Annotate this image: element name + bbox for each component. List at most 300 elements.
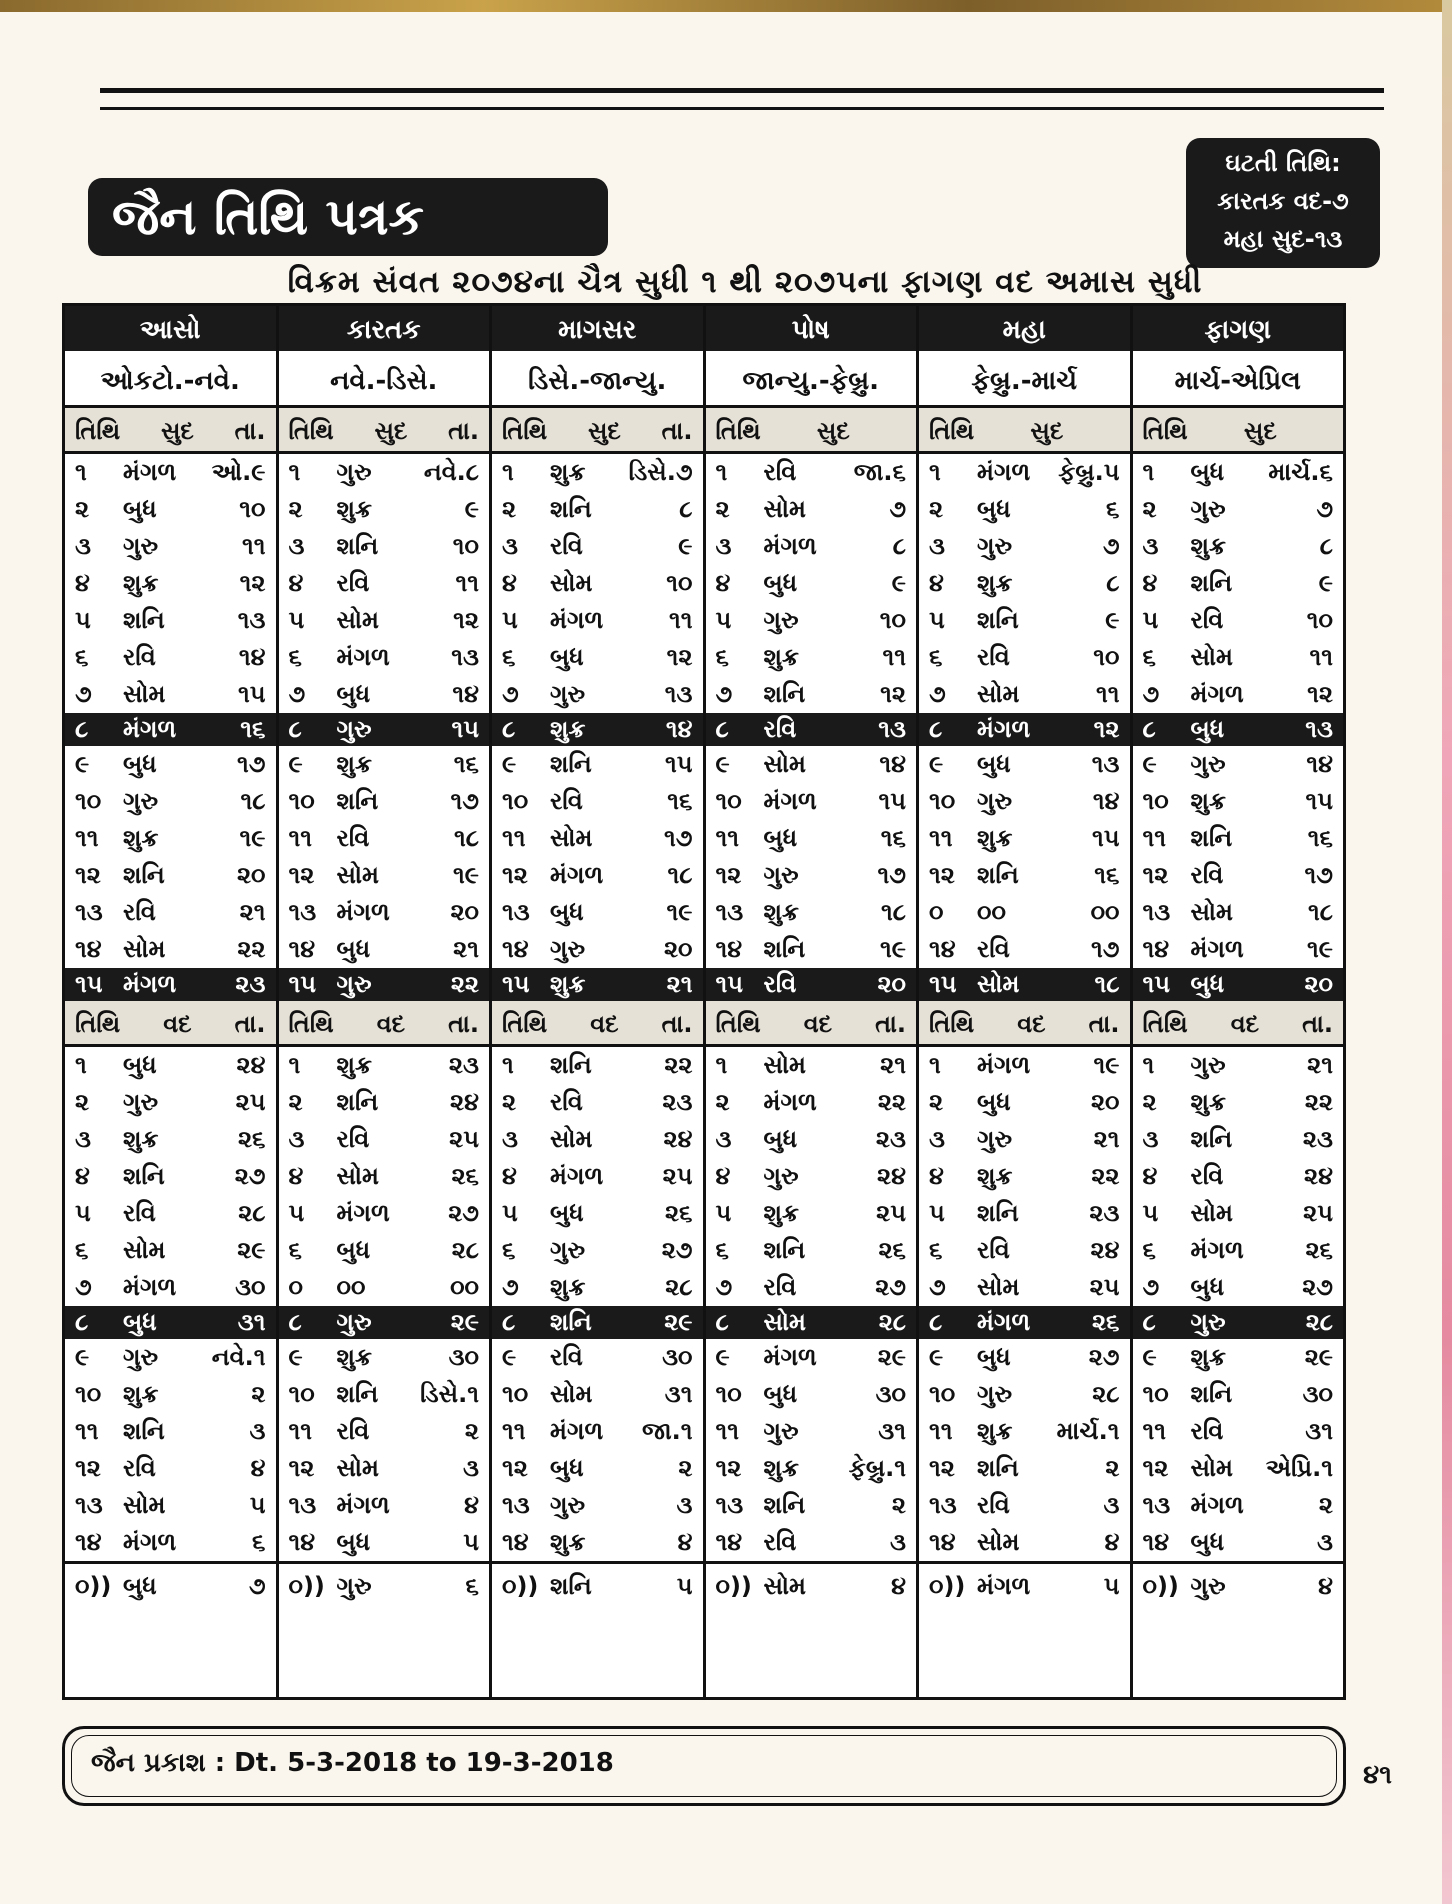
tithi-number: ૧	[502, 458, 514, 486]
date: ૩	[890, 1528, 906, 1556]
tithi-number: ૧૨	[715, 1454, 742, 1482]
weekday: સોમ	[550, 1380, 593, 1408]
date: ૨૫	[235, 1088, 266, 1116]
tithi-number: ૪	[75, 569, 90, 597]
date: ૨૮	[665, 1273, 693, 1301]
weekday: સોમ	[977, 1528, 1020, 1556]
table-row	[279, 894, 490, 931]
tithi-number: ૦))	[929, 1572, 966, 1600]
table-row	[65, 454, 276, 491]
header-label: વદ	[590, 1010, 619, 1038]
header-label: વદ	[163, 1010, 192, 1038]
tithi-number: ૨	[1142, 1088, 1157, 1116]
date: ૧૬	[880, 824, 906, 852]
tithi-number: ૫	[502, 1199, 518, 1227]
weekday: રવિ	[763, 715, 797, 743]
date: ૨૬	[1305, 1236, 1333, 1264]
month-column	[706, 306, 920, 1697]
date: ૧૦	[879, 606, 906, 634]
weekday: સોમ	[763, 1308, 806, 1336]
table-row	[919, 1121, 1130, 1158]
tithi-number: ૧૦	[288, 1380, 315, 1408]
table-row	[919, 857, 1130, 894]
table-row	[279, 746, 490, 783]
table-row	[492, 1376, 703, 1413]
month-column	[492, 306, 706, 1697]
table-row	[65, 968, 276, 1001]
date: ૨૫	[1303, 1199, 1333, 1227]
header-label: તિથિ	[715, 1010, 761, 1038]
vad-header	[1133, 1001, 1344, 1047]
english-months: નવે.-ડિસે.	[279, 354, 490, 408]
table-row	[706, 1269, 917, 1306]
weekday: મંગળ	[550, 1417, 604, 1445]
table-row	[1133, 894, 1344, 931]
tithi-number: ૧૩	[715, 898, 744, 926]
page-number: ૪૧	[1363, 1760, 1392, 1790]
table-row	[65, 820, 276, 857]
date: ૧૯	[880, 935, 906, 963]
date: ૧૫	[451, 715, 479, 743]
table-row	[919, 1339, 1130, 1376]
tithi-number: ૮	[1142, 715, 1156, 743]
date: ૨૦	[877, 970, 906, 998]
tithi-number: ૪	[1142, 1162, 1158, 1190]
weekday: બુધ	[763, 1380, 798, 1408]
date: ૨૧	[666, 970, 693, 998]
weekday: સોમ	[336, 1162, 379, 1190]
weekday: શનિ	[977, 606, 1019, 634]
header-label: તિથિ	[502, 417, 548, 445]
weekday: શુક્ર	[1190, 787, 1226, 815]
weekday: સોમ	[1190, 1199, 1233, 1227]
tithi-number: ૧૫	[929, 970, 957, 998]
tithi-number: ૫	[288, 606, 305, 634]
tithi-number: ૧	[288, 1051, 301, 1079]
weekday: મંગળ	[1190, 935, 1244, 963]
weekday: રવિ	[1190, 861, 1224, 889]
date: ૨૫	[1089, 1273, 1120, 1301]
weekday: મંગળ	[550, 606, 604, 634]
weekday: બુધ	[550, 898, 584, 926]
weekday: બુધ	[123, 1051, 157, 1079]
weekday: સોમ	[1190, 643, 1233, 671]
table-row	[65, 1376, 276, 1413]
weekday: સોમ	[550, 1125, 593, 1153]
sud-rows	[706, 454, 917, 1001]
tithi-number: ૧૨	[1142, 861, 1169, 889]
tithi-number: ૪	[715, 1162, 731, 1190]
tithi-number: ૧૧	[929, 1417, 953, 1445]
tithi-number: ૯	[288, 750, 303, 778]
tithi-number: ૬	[288, 643, 302, 671]
table-row	[1133, 676, 1344, 713]
date: ૨૯	[877, 1343, 906, 1371]
table-row	[919, 1269, 1130, 1306]
table-row	[492, 1306, 703, 1339]
tithi-number: ૯	[929, 1343, 944, 1371]
tithi-number: ૬	[929, 1236, 943, 1264]
table-row	[65, 894, 276, 931]
date: ૭	[1316, 495, 1333, 523]
table-row	[919, 1306, 1130, 1339]
vad-rows	[919, 1047, 1130, 1605]
table-row	[1133, 1047, 1344, 1084]
weekday: મંગળ	[123, 1528, 177, 1556]
tithi-number: ૭	[929, 1273, 946, 1301]
date: ૦૦	[1090, 898, 1120, 926]
table-row	[65, 1232, 276, 1269]
tithi-number: ૯	[502, 750, 517, 778]
tithi-number: ૧૪	[288, 935, 316, 963]
weekday: મંગળ	[977, 715, 1031, 743]
kshay-title: ઘટતી તિથિ:	[1225, 149, 1341, 177]
weekday: ગુરુ	[977, 1380, 1013, 1408]
header-label: સુદ	[1243, 417, 1277, 445]
date: ૧૩	[664, 680, 693, 708]
table-row	[492, 968, 703, 1001]
weekday: ગુરુ	[336, 458, 372, 486]
date: ૨૪	[450, 1088, 479, 1116]
tithi-number: ૫	[1142, 606, 1159, 634]
date: નવે.૮	[423, 458, 479, 486]
tithi-number: ૧૨	[929, 861, 955, 889]
date: ૦૦	[450, 1273, 479, 1301]
date: ૨	[678, 1454, 693, 1482]
tithi-number: ૭	[75, 680, 92, 708]
date: ૨૦	[663, 935, 693, 963]
date: ૩	[1317, 1528, 1333, 1556]
table-row	[706, 1413, 917, 1450]
weekday: મંગળ	[763, 1343, 817, 1371]
vad-header	[492, 1001, 703, 1047]
date: ૨૭	[234, 1162, 266, 1190]
date: ૭	[889, 495, 906, 523]
vad-header	[919, 1001, 1130, 1047]
tithi-number: ૧૨	[288, 1454, 315, 1482]
table-row	[919, 1158, 1130, 1195]
tithi-number: ૫	[929, 1199, 945, 1227]
weekday: સોમ	[123, 935, 166, 963]
tithi-number: ૮	[715, 1308, 729, 1336]
date: ૩૧	[878, 1417, 906, 1445]
date: ૬	[1106, 495, 1120, 523]
weekday: બુધ	[763, 1125, 798, 1153]
table-row	[919, 713, 1130, 746]
date: ૨૧	[1093, 1125, 1120, 1153]
tithi-number: ૮	[502, 1308, 516, 1336]
weekday: રવિ	[977, 935, 1010, 963]
tithi-number: ૧૧	[502, 1417, 526, 1445]
table-row	[919, 1524, 1130, 1561]
date: ૪	[677, 1528, 693, 1556]
table-row	[492, 1232, 703, 1269]
tithi-number: ૧૩	[502, 1491, 530, 1519]
tithi-number: ૬	[1142, 1236, 1156, 1264]
weekday: બુધ	[763, 824, 798, 852]
date: ૨૧	[239, 898, 266, 926]
weekday: ગુરુ	[336, 715, 372, 743]
tithi-number: ૧૦	[715, 787, 742, 815]
table-row	[492, 1450, 703, 1487]
month-name: ફાગણ	[1133, 306, 1344, 354]
table-row	[706, 528, 917, 565]
tithi-number: ૧૦	[715, 1380, 742, 1408]
top-rule	[100, 88, 1384, 110]
date: ૧૭	[450, 787, 479, 815]
tithi-number: ૩	[715, 532, 732, 560]
english-months: જાન્યુ.-ફેબ્રુ.	[706, 354, 917, 408]
table-row	[706, 1158, 917, 1195]
table-row	[279, 1232, 490, 1269]
date: ૧૬	[240, 715, 266, 743]
table-row	[706, 1232, 917, 1269]
tithi-number: ૧૨	[75, 861, 101, 889]
header-label: તિથિ	[502, 1010, 548, 1038]
date: ૨૮	[451, 1236, 479, 1264]
weekday: રવિ	[550, 787, 583, 815]
date: ૧૦	[1093, 643, 1120, 671]
tithi-number: ૨	[715, 1088, 730, 1116]
weekday: સોમ	[550, 569, 593, 597]
date: ૧૪	[1092, 787, 1120, 815]
date: ૫	[249, 1491, 266, 1519]
tithi-number: ૧૨	[288, 861, 315, 889]
date: ૨૯	[664, 1308, 693, 1336]
table-row	[279, 1376, 490, 1413]
weekday: ગુરુ	[1190, 1051, 1226, 1079]
table-row	[706, 746, 917, 783]
weekday: શુક્ર	[1190, 532, 1226, 560]
table-row	[279, 639, 490, 676]
tithi-number: ૮	[929, 1308, 943, 1336]
header-label: તિથિ	[288, 1010, 334, 1038]
date: ૨૨	[1091, 1162, 1120, 1190]
header-label: વદ	[376, 1010, 406, 1038]
weekday: શનિ	[763, 680, 806, 708]
tithi-number: ૪	[288, 1162, 304, 1190]
weekday: મંગળ	[977, 1308, 1031, 1336]
month-name: પોષ	[706, 306, 917, 354]
table-row	[919, 820, 1130, 857]
tithi-number: ૧૪	[502, 1528, 529, 1556]
weekday: મંગળ	[763, 787, 817, 815]
weekday: સોમ	[763, 1572, 806, 1600]
table-row	[492, 713, 703, 746]
table-row	[919, 746, 1130, 783]
table-row	[919, 1047, 1130, 1084]
weekday: બુધ	[977, 1088, 1011, 1116]
table-row	[1133, 713, 1344, 746]
tithi-number: ૦))	[1142, 1572, 1179, 1600]
table-row	[492, 1121, 703, 1158]
tithi-number: ૧૦	[502, 1380, 529, 1408]
date: ૧૬	[1307, 824, 1333, 852]
tithi-number: ૩	[929, 532, 945, 560]
table-row	[919, 602, 1130, 639]
date: ૨૮	[1305, 1308, 1333, 1336]
tithi-number: ૬	[502, 643, 516, 671]
table-row	[919, 676, 1130, 713]
weekday: બુધ	[336, 1236, 371, 1264]
tithi-number: ૮	[929, 715, 943, 743]
table-row	[492, 602, 703, 639]
table-row	[706, 676, 917, 713]
date: ૨	[251, 1380, 266, 1408]
header-label: તા.	[661, 417, 693, 445]
tithi-number: ૧	[715, 1051, 728, 1079]
tithi-number: ૩	[75, 532, 91, 560]
weekday: ગુરુ	[977, 1125, 1013, 1153]
header-label: સુદ	[374, 417, 408, 445]
table-row	[279, 1084, 490, 1121]
date: ૨૨	[237, 935, 266, 963]
kshay-line-1: કારતક વદ-૭	[1217, 187, 1349, 215]
tithi-number: ૭	[715, 680, 733, 708]
weekday: મંગળ	[123, 1273, 177, 1301]
table-row	[492, 1195, 703, 1232]
table-row	[492, 1084, 703, 1121]
weekday: બુધ	[1190, 458, 1225, 486]
weekday: ગુરુ	[123, 532, 159, 560]
date: ૨૭	[448, 1199, 479, 1227]
date: ૯	[1105, 606, 1120, 634]
tithi-number: ૦	[929, 898, 944, 926]
weekday: શનિ	[763, 1491, 806, 1519]
date: ૨૩	[1302, 1125, 1333, 1153]
date: ૬	[465, 1572, 479, 1600]
tithi-number: ૧	[1142, 458, 1155, 486]
weekday: રવિ	[336, 1125, 370, 1153]
date: ૧૭	[1091, 935, 1120, 963]
weekday: રવિ	[763, 1528, 797, 1556]
date: ૨૧	[880, 1051, 906, 1079]
date: ૪	[1104, 1528, 1120, 1556]
date: ૮	[1106, 569, 1120, 597]
weekday: ગુરુ	[550, 1236, 586, 1264]
weekday: બુધ	[123, 1308, 157, 1336]
date: ૨૬	[451, 1162, 479, 1190]
tithi-number: ૧	[502, 1051, 514, 1079]
table-row	[65, 1195, 276, 1232]
date: ૨૧	[453, 935, 479, 963]
date: ૨૯	[450, 1308, 479, 1336]
weekday: ગુરુ	[550, 935, 586, 963]
date: ૯	[1318, 569, 1333, 597]
table-row	[65, 602, 276, 639]
tithi-number: ૬	[1142, 643, 1156, 671]
tithi-number: ૭	[929, 680, 946, 708]
weekday: બુધ	[977, 1343, 1011, 1371]
weekday: શનિ	[550, 495, 592, 523]
date: ૧૨	[1093, 715, 1120, 743]
tithi-number: ૧૦	[502, 787, 529, 815]
date: ૨૭	[1088, 1343, 1120, 1371]
table-row	[919, 1195, 1130, 1232]
table-row	[492, 1487, 703, 1524]
weekday: મંગળ	[123, 458, 177, 486]
header-label: સુદ	[587, 417, 621, 445]
tithi-number: ૨	[929, 1088, 944, 1116]
table-row	[279, 1524, 490, 1561]
date: ૧૮	[881, 898, 906, 926]
tithi-number: ૧૦	[929, 1380, 956, 1408]
vad-header	[65, 1001, 276, 1047]
tithi-number: ૧	[75, 458, 87, 486]
tithi-number: ૪	[715, 569, 731, 597]
header-label: સુદ	[816, 417, 850, 445]
weekday: મંગળ	[763, 532, 817, 560]
tithi-number: ૧૧	[502, 824, 526, 852]
weekday: મંગળ	[336, 898, 390, 926]
tithi-number: ૪	[929, 1162, 944, 1190]
table-row	[279, 454, 490, 491]
tithi-number: ૭	[502, 1273, 519, 1301]
date: ૧૧	[668, 606, 693, 634]
subtitle: વિક્રમ સંવત ૨૦૭૪ના ચૈત્ર સુધી ૧ થી ૨૦૭૫ના ફાગણ વદ અમાસ સુધી	[287, 264, 1203, 300]
weekday: સોમ	[977, 680, 1020, 708]
date: ૩૦	[875, 1380, 906, 1408]
tithi-number: ૯	[1142, 1343, 1157, 1371]
date: માર્ચ.૧	[1056, 1417, 1120, 1445]
date: ૩૦	[235, 1273, 266, 1301]
weekday: બુધ	[763, 569, 798, 597]
table-row	[706, 1339, 917, 1376]
tithi-number: ૧૦	[75, 1380, 102, 1408]
tithi-number: ૮	[75, 715, 89, 743]
weekday: રવિ	[763, 458, 797, 486]
date: ૩૦	[1302, 1380, 1333, 1408]
sud-rows	[279, 454, 490, 1001]
weekday: શનિ	[977, 1454, 1019, 1482]
date: ૧૮	[454, 824, 479, 852]
tithi-number: ૯	[75, 1343, 90, 1371]
vad-rows	[279, 1047, 490, 1605]
tithi-number: ૧	[75, 1051, 87, 1079]
weekday: શનિ	[336, 787, 379, 815]
weekday: શનિ	[336, 532, 379, 560]
month-column	[279, 306, 493, 1697]
weekday: ગુરુ	[763, 1162, 799, 1190]
table-row	[919, 639, 1130, 676]
tithi-number: ૧૪	[929, 1528, 956, 1556]
table-row	[1133, 857, 1344, 894]
table-row	[279, 968, 490, 1001]
weekday: રવિ	[1190, 1162, 1224, 1190]
weekday: બુધ	[1190, 1273, 1225, 1301]
weekday: શનિ	[123, 861, 165, 889]
weekday: બુધ	[336, 680, 371, 708]
date: ૧૨	[1307, 680, 1333, 708]
table-row	[1133, 528, 1344, 565]
date: ૪	[891, 1572, 906, 1600]
tithi-number: ૧	[1142, 1051, 1155, 1079]
weekday: શનિ	[550, 1308, 592, 1336]
date: ૧૪	[879, 750, 906, 778]
date: ૩	[1103, 1491, 1120, 1519]
weekday: સોમ	[123, 1236, 166, 1264]
tithi-number: ૧૩	[75, 1491, 103, 1519]
weekday: મંગળ	[1190, 1236, 1244, 1264]
date: ૩૧	[664, 1380, 693, 1408]
tithi-number: ૯	[288, 1343, 303, 1371]
kshay-tithi-box	[1186, 138, 1380, 268]
tithi-number: ૫	[715, 606, 732, 634]
tithi-number: ૧૨	[929, 1454, 955, 1482]
table-row	[1133, 1269, 1344, 1306]
table-row	[492, 857, 703, 894]
date: ૧૯	[666, 898, 693, 926]
